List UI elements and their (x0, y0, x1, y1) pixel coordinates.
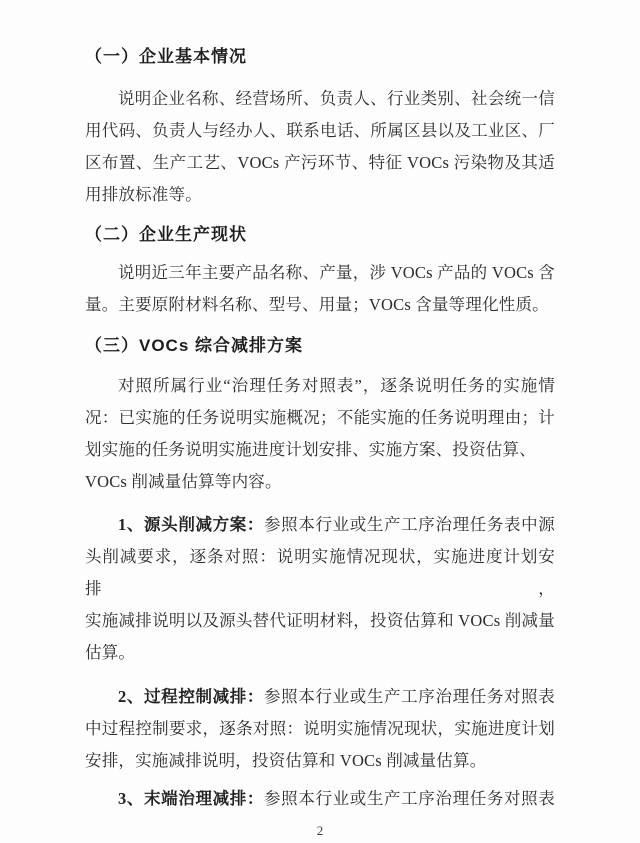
item-1-lead: 1、源头削减方案： (118, 515, 265, 534)
paragraph-line: 实施减排说明以及源头替代证明材料，投资估算和 VOCs 削减量 (85, 611, 555, 630)
paragraph-line: 用排放标准等。 (85, 185, 202, 204)
paragraph-line: 中过程控制要求，逐条对照：说明实施情况现状，实施进度计划 (85, 719, 555, 738)
item-2-lead: 2、过程控制减排： (118, 687, 265, 706)
paragraph-line: 对照所属行业“治理任务对照表”，逐条说明任务的实施情 (118, 376, 555, 395)
numbered-item-3 (85, 783, 555, 815)
paragraph-line: 估算。 (85, 643, 136, 662)
paragraph-line: 划实施的任务说明实施进度计划安排、实施方案、投资估算、 (85, 440, 536, 459)
numbered-item-1 (85, 509, 555, 669)
item-3-text: 参照本行业或生产工序治理任务对照表 (264, 789, 555, 808)
paragraph-line: 安排，实施减排说明，投资估算和 VOCs 削减量估算。 (85, 751, 487, 770)
paragraph-line: 头削减要求，逐条对照：说明实施情况现状，实施进度计划安排， (85, 547, 555, 598)
section-1-paragraph (85, 83, 555, 211)
page-number: 2 (316, 823, 324, 838)
item-3-lead: 3、末端治理减排： (118, 789, 265, 808)
paragraph-line (85, 783, 555, 815)
paragraph-line (85, 509, 555, 541)
paragraph-line: 量。主要原附材料名称、型号、用量；VOCs 含量等理化性质。 (85, 295, 549, 314)
section-2-paragraph (85, 257, 555, 321)
numbered-item-2 (85, 681, 555, 777)
paragraph-line: 说明近三年主要产品名称、产量，涉 VOCs 产品的 VOCs 含 (118, 263, 555, 282)
section-1-heading: （一）企业基本情况 (85, 47, 247, 66)
section-3-heading: （三）VOCs 综合减排方案 (85, 336, 304, 355)
section-3-paragraph (85, 370, 555, 498)
paragraph-line: 用代码、负责人与经办人、联系电话、所属区县以及工业区、厂 (85, 121, 555, 140)
paragraph-line (85, 681, 555, 713)
section-2-heading: （二）企业生产现状 (85, 225, 247, 244)
paragraph-line: 区布置、生产工艺、VOCs 产污环节、特征 VOCs 污染物及其适 (85, 153, 555, 172)
item-2-text: 参照本行业或生产工序治理任务对照表 (264, 687, 555, 706)
item-1-text: 参照本行业或生产工序治理任务表中源 (264, 515, 555, 534)
paragraph-line: VOCs 削减量估算等内容。 (85, 472, 282, 491)
paragraph-line: 说明企业名称、经营场所、负责人、行业类别、社会统一信 (118, 89, 555, 108)
paragraph-line: 况：已实施的任务说明实施概况；不能实施的任务说明理由；计 (85, 408, 555, 427)
